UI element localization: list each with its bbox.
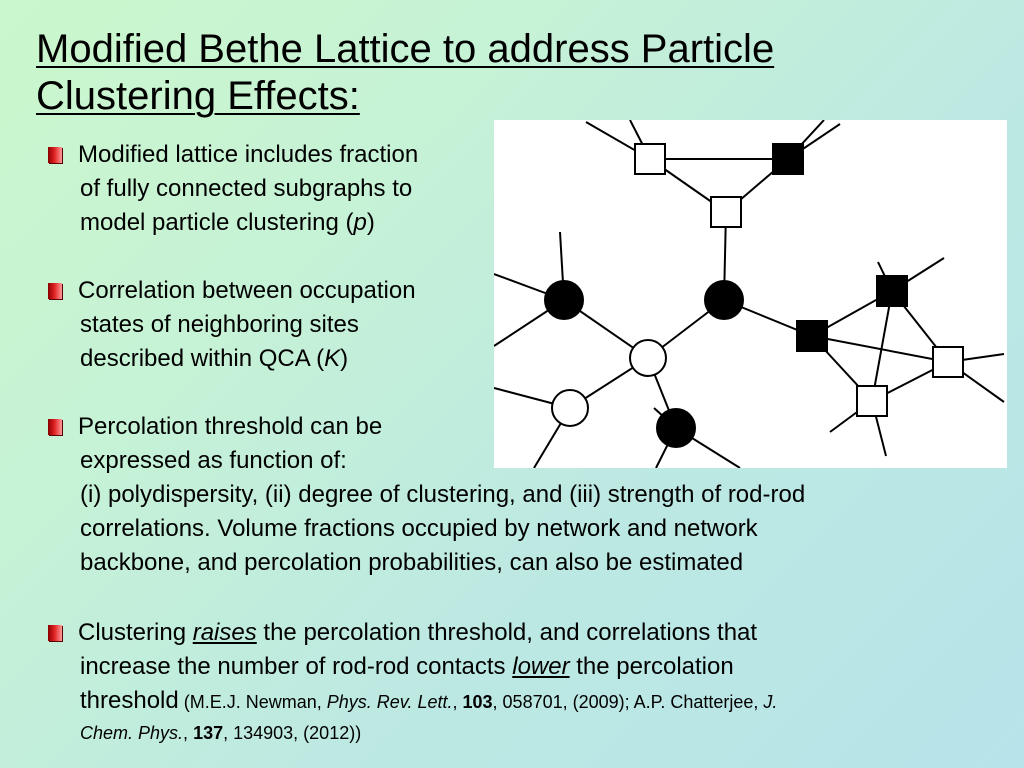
bullet-1-line-1: Modified lattice includes fraction — [78, 141, 419, 168]
open-circle-node — [630, 340, 666, 376]
bullet-1-line-3: model particle clustering (p) — [80, 209, 375, 236]
bullet-3-line-4: correlations. Volume fractions occupied by network and network — [80, 515, 758, 542]
variable-p: p — [353, 209, 367, 236]
bullet-4-line-2: increase the number of rod-rod contacts lower the percolation — [80, 653, 734, 680]
filled-circle-node — [545, 281, 583, 319]
filled-square-node — [773, 144, 803, 174]
title-line-1: Modified Bethe Lattice to address Particle — [36, 27, 775, 71]
bullet-1-line-2: of fully connected subgraphs to — [80, 175, 413, 202]
slide-title — [36, 26, 936, 120]
filled-circle-node — [705, 281, 743, 319]
edge — [872, 291, 892, 401]
bullet-clustering-raises — [48, 616, 777, 747]
bullet-2-line-1: Correlation between occupation — [78, 277, 416, 304]
lattice-diagram — [494, 120, 1007, 468]
bullet-2-line-2: states of neighboring sites — [80, 311, 359, 338]
open-square-node — [933, 347, 963, 377]
bullet-marker-icon — [48, 147, 62, 163]
bethe-lattice-figure — [494, 120, 1007, 468]
bullet-marker-icon — [48, 625, 62, 641]
circle-nodes — [545, 281, 743, 447]
emphasis-raises: raises — [192, 619, 257, 646]
bullet-4-citation-line-2: Chem. Phys., 137, 134903, (2012)) — [80, 723, 362, 743]
citation: (M.E.J. Newman, Phys. Rev. Lett., 103, 058701, (2009); A.P. Chatterjee, J. — [178, 692, 778, 712]
filled-square-node — [877, 276, 907, 306]
open-square-node — [857, 386, 887, 416]
bullet-marker-icon — [48, 283, 62, 299]
bullet-3-line-3: (i) polydispersity, (ii) degree of clustering, and (iii) strength of rod-rod — [80, 481, 806, 508]
bullet-qca-correlation — [48, 274, 416, 376]
bullet-4-line-1: Clustering raises the percolation threshold, and correlations that — [78, 619, 758, 646]
open-square-node — [711, 197, 741, 227]
variable-k: K — [324, 345, 341, 372]
bullet-3-line-5: backbone, and percolation probabilities, can also be estimated — [80, 549, 744, 576]
bullet-3-line-2: expressed as function of: — [80, 447, 347, 474]
open-square-node — [635, 144, 665, 174]
filled-square-node — [797, 321, 827, 351]
filled-circle-node — [657, 409, 695, 447]
bullet-2-line-3: described within QCA (K) — [80, 345, 349, 372]
title-line-2: Clustering Effects: — [36, 74, 360, 118]
open-circle-node — [552, 390, 588, 426]
bullet-4-line-3: threshold (M.E.J. Newman, Phys. Rev. Lett., 103, 058701, (2009); A.P. Chatterjee, J. — [80, 687, 778, 714]
bullet-clustering-subgraphs — [48, 138, 418, 240]
bullet-marker-icon — [48, 419, 62, 435]
bullet-3-line-1: Percolation threshold can be — [78, 413, 383, 440]
emphasis-lower: lower — [512, 653, 570, 680]
square-nodes — [635, 144, 963, 416]
